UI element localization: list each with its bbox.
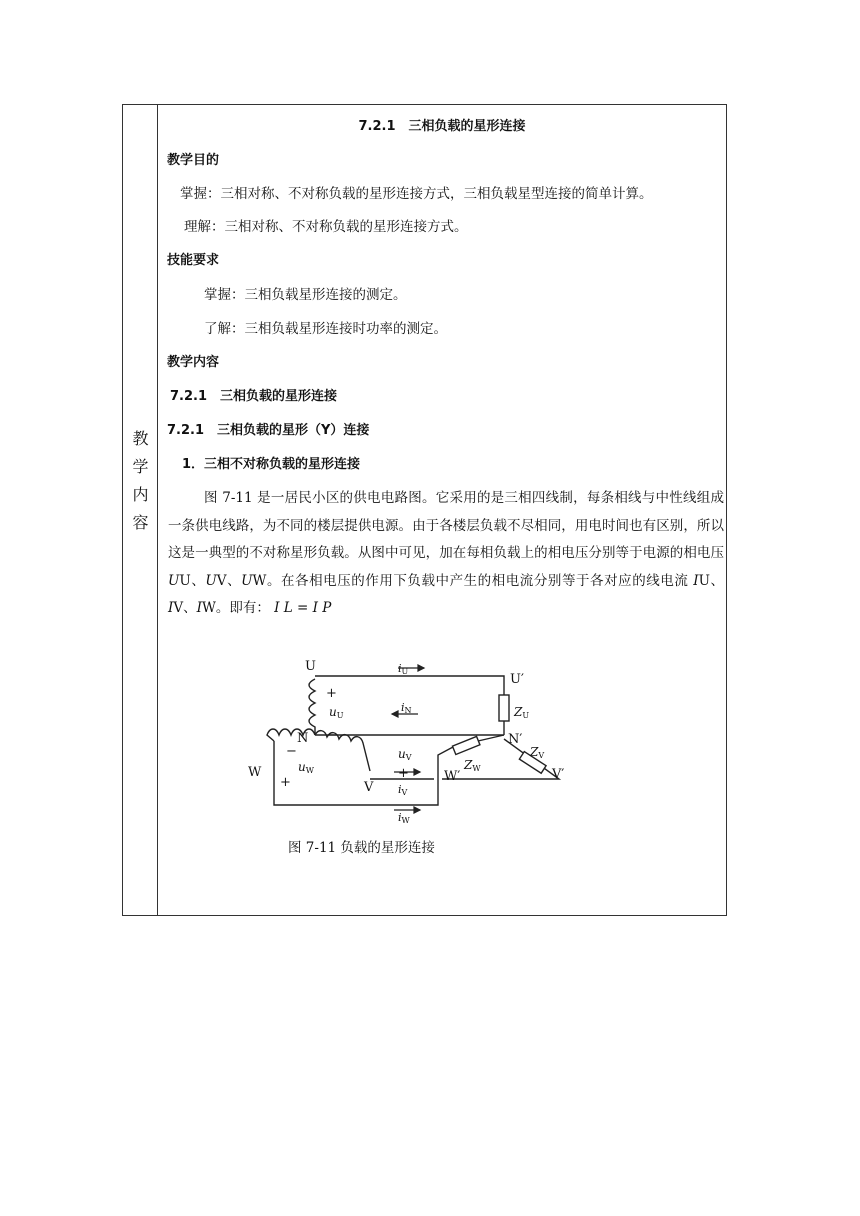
load-ZU — [499, 695, 509, 721]
node-U: U — [305, 659, 316, 674]
var-i-sub: U、 — [698, 572, 725, 589]
objectives-heading: 教学目的 — [167, 153, 220, 168]
node-Nprime: N′ — [508, 732, 523, 747]
star-connection-circuit — [248, 655, 578, 825]
node-Uprime: U′ — [510, 672, 524, 687]
minus-W: − — [286, 744, 297, 759]
plus-W: + — [280, 775, 291, 790]
minus-U: − — [327, 728, 338, 743]
plus-U: + — [326, 686, 337, 701]
node-Wprime: W′ — [444, 769, 461, 784]
label-iV: iV — [398, 783, 408, 797]
node-N: N — [297, 731, 309, 746]
figure-caption: 图 7-11 负载的星形连接 — [288, 840, 435, 856]
lesson-table — [122, 104, 727, 916]
label-iU: iU — [398, 662, 409, 676]
line-U — [315, 676, 504, 695]
node-V: V — [364, 780, 374, 795]
label-ZU: ZU — [514, 705, 530, 720]
var-u-sub: U、 — [179, 572, 206, 589]
label-uU: uU — [329, 705, 344, 720]
var-u: U — [205, 572, 217, 589]
coil-U — [309, 679, 315, 735]
plus-V: + — [398, 766, 409, 781]
para-text-2: 在各相电压的作用下负载中产生的相电流分别等于各对应的线电流 — [281, 572, 694, 589]
formula: I L = I P — [274, 600, 332, 616]
para-text-3: 即有： — [229, 600, 275, 616]
body-paragraph — [168, 485, 724, 623]
var-i: I — [168, 600, 174, 616]
var-i-sub: W。 — [201, 600, 230, 616]
coil-V — [315, 731, 370, 771]
content-subheading-2: 7.2.1 三相负载的星形（Y）连接 — [167, 423, 370, 438]
section-title: 7.2.1 三相负载的星形连接 — [358, 119, 526, 134]
label-ZV: ZV — [530, 745, 545, 760]
skills-master: 掌握：三相负载星形连接的测定。 — [204, 287, 407, 303]
label-iN: iN — [401, 701, 412, 715]
side-char: 学 — [132, 457, 149, 476]
content-subheading-1: 7.2.1 三相负载的星形连接 — [170, 389, 338, 404]
label-uW: uW — [298, 760, 314, 775]
var-u: U — [168, 572, 180, 589]
var-i: I — [196, 600, 202, 616]
para-text-1: 图 7-11 是一居民小区的供电电路图。它采用的是三相四线制，每条相线与中性线组成一条供电线路，为不同的楼层提供电源。由于各楼层负载不尽相同，用电时间也有区别，所以这是一典型的不对称星形负载。从图中可见，加在每相负载上的相电压分别等于电源的相电压 — [168, 490, 724, 561]
node-W: W — [248, 765, 262, 780]
side-char: 容 — [132, 513, 149, 532]
label-iW: iW — [398, 811, 410, 825]
arrow-iW-head — [414, 807, 420, 813]
var-i: I — [693, 572, 699, 589]
side-char: 内 — [132, 485, 149, 504]
label-uV: uV — [398, 747, 412, 762]
objectives-master: 掌握：三相对称、不对称负载的星形连接方式，三相负载星型连接的简单计算。 — [180, 186, 653, 202]
label-ZW: ZW — [464, 758, 481, 773]
arrow-iU-head — [418, 665, 424, 671]
line-ZW-Nprime — [478, 735, 504, 741]
content-cell — [158, 105, 726, 915]
arrow-iV-head — [414, 769, 420, 775]
var-u-sub: W。 — [252, 572, 281, 589]
node-Vprime: V′ — [552, 767, 565, 782]
skills-heading: 技能要求 — [167, 253, 220, 268]
content-item-1: 1．三相不对称负载的星形连接 — [182, 457, 361, 472]
side-char: 教 — [132, 429, 149, 448]
var-i-sub: V、 — [173, 600, 197, 616]
skills-understand: 了解：三相负载星形连接时功率的测定。 — [204, 321, 447, 337]
load-ZW — [452, 736, 479, 754]
var-u-sub: V、 — [216, 572, 242, 589]
content-heading: 教学内容 — [167, 355, 220, 370]
arrow-iN-head — [392, 711, 398, 717]
objectives-understand: 理解：三相对称、不对称负载的星形连接方式。 — [184, 219, 468, 235]
side-label — [123, 425, 158, 537]
var-u: U — [241, 572, 253, 589]
side-column — [123, 105, 158, 915]
